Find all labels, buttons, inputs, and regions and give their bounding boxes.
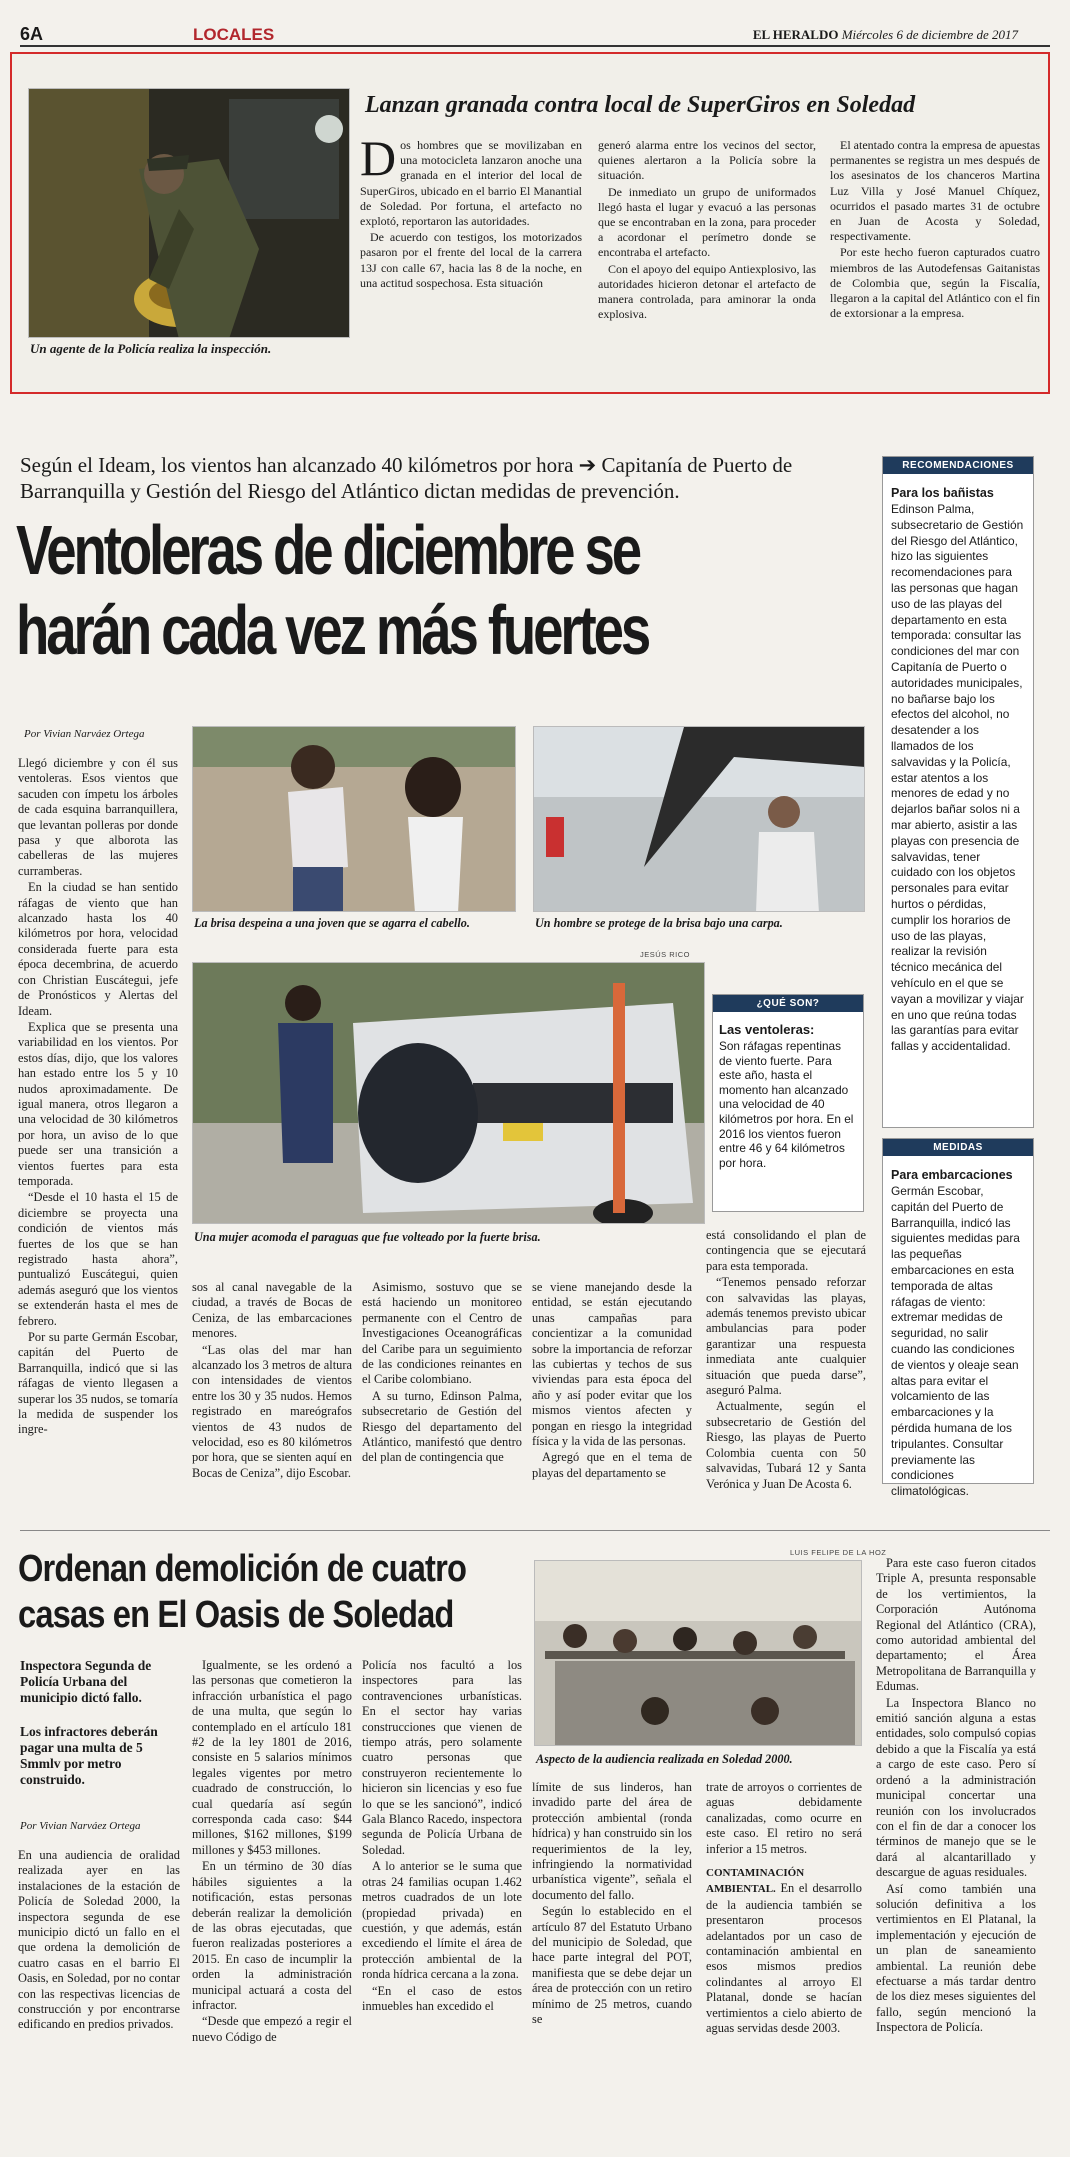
main-col2-p2: “Las olas del mar han alcanzado los 3 metros de altura con intensidades de vientos entre los 30 y 35 nudos. Hemos registrado en mareógrafos vientos de 43 nudos de velocidad, eso es 80 kilómetros por hora, que se sienten aquí en Bocas de Ceniza”, dijo Escobar. [192,1342,352,1480]
top-story-caption: Un agente de la Policía realiza la inspección. [30,341,272,356]
paper-title: EL HERALDO [752,27,839,42]
bottom-col-2 [192,1658,352,2046]
main-col4-p2: Agregó que en el tema de playas del departamento se [532,1450,692,1480]
page-number: 6A [20,24,44,44]
main-col-3 [362,1280,522,1467]
box-recomendaciones [882,456,1034,1128]
main-headline-line-2: harán cada vez más fuertes [16,591,649,669]
police-inspection-image [29,89,350,338]
bottom-byline: Por Vivian Narváez Ortega [20,1820,141,1832]
photo-man-tent [533,726,865,912]
bottom-col6-p1: Para este caso fueron citados Triple A, presunta responsable de los vertimientos, la Corporación Autónoma Regional del Atlántico (CRA), como autoridad ambiental del departamento; el Área Metropolitana de Barranquilla y Edumas. [876,1556,1036,1694]
main-headline-line-1: Ventoleras de diciembre se [16,511,639,589]
photo-credit-luis-felipe: LUIS FELIPE DE LA HOZ [790,1548,887,1557]
box-medidas-tag: MEDIDAS [883,1139,1033,1156]
bottom-col4-p1: límite de sus linderos, han invadido parte del área de protección ambiental (ronda hídrica) y han construido sin los requerimientos de la ley, infringiendo la normatividad urbanística vigente”, señala el documento del fallo. [532,1780,692,1902]
caption-audiencia: Aspecto de la audiencia realizada en Soledad 2000. [536,1752,793,1766]
top-story-col-1 [360,130,582,292]
audiencia-image [535,1561,862,1746]
bottom-col4-p2: Según lo establecido en el artículo 87 del Estatuto Urbano del municipio de Soledad, que hace parte integral del POT, manifiesta que se debe dejar un área de protección con un retiro mínimo de 25 metros, cuando se [532,1904,692,2027]
header-rule [20,45,1050,47]
main-col2-p1: sos al canal navegable de la ciudad, a través de Bocas de Ceniza, de las embarcaciones menores. [192,1280,352,1341]
drop-cap: D [360,130,397,186]
top-story-headline: Lanzan granada contra local de SuperGiros en Soledad [365,92,916,118]
bottom-col6-p2: La Inspectora Blanco no emitió sanción alguna a estas entidades, solo compulsó copias debido a que la Fiscalía ya está a cargo de este caso. Pero sí ordenó a la administración municipal concertar una reunión con los involucrados con el fin de dar a conocer los términos de manejo que se le dará al alcantarillado y descargue de aguas residuales. [876,1695,1036,1880]
bottom-col2-p1: Igualmente, se les ordenó a las personas que cometieron la infracción urbanística el pago de una multa, que según lo contemplado en el artículo 181 #2 de la ley 1801 de 2016, consiste en 5 salarios mínimos legales vigentes por metro cuadrado de construcción, lo cual quedaría así según corresponda cada caso: $44 millones, $162 millones, $199 millones y $453 millones. [192,1658,352,1857]
bottom-col-4 [532,1780,692,2029]
top-col2-p2: De inmediato un grupo de uniformados llegó hasta el lugar y evacuó a las personas que se encontraban en la zona, para proceder a acordonar el perímetro donde se encontraba el artefacto. [598,184,816,260]
main-kicker: Según el Ideam, los vientos han alcanzado 40 kilómetros por hora ➔ Capitanía de Puerto de Barranquilla y Gestión del Riesgo del Atlántico dictan medidas de prevención. [20,453,793,503]
top-story-col-2 [598,138,816,323]
top-col2-p1: generó alarma entre los vecinos del sector, quienes alertaron a la Policía sobre la situación. [598,138,816,183]
main-byline: Por Vivian Narváez Ortega [24,728,145,740]
main-col-5 [706,1228,866,1493]
top-col2-p3: Con el apoyo del equipo Antiexplosivo, las autoridades hicieron detonar el artefacto de manera controlada, para aminorar la onda explosiva. [598,261,816,322]
main-col3-p2: A su turno, Edinson Palma, subsecretario de Gestión del Riesgo del departamento del Atlántico, manifestó que dentro del plan de contingencia que [362,1388,522,1465]
top-col1-p2: De acuerdo con testigos, los motorizados pasaron por el frente del local de la carrera 13J con calle 67, hacia las 8 de la noche, en una actitud sospechosa. Esta situación [360,230,582,290]
main-col1-p4: “Desde el 10 hasta el 15 de diciembre se proyecta una condición de vientos más fuertes de los que se han registrado hasta ahora”, puntualizó Euscátegui, quien además aseguró que los vientos se extenderán hasta el mes de febrero. [18,1190,178,1328]
man-tent-image [534,727,865,912]
main-col-4 [532,1280,692,1482]
bottom-subhead-2: Los infractores deberán pagar una multa de 5 Smmlv por metro construido. [20,1724,158,1787]
main-col5-p3: Actualmente, según el subsecretario de Gestión del Riesgo, las playas de Puerto Colombia cuenta con 50 salvavidas, Tubará 12 y Santa Verónica y Juan De Acosta 6. [706,1399,866,1491]
bottom-col5-p1: trate de arroyos o corrientes de aguas debidamente canalizadas, como ocurre en este caso. El retiro no será inferior a 15 metros. [706,1780,862,1856]
bottom-col3-p1: Policía nos facultó a los inspectores para las contravenciones urbanísticas. En el sector hay varias construcciones que vienen de tiempo atrás, pero solamente cuatro personas que construyeron recientemente lo hicieron sin licencias y eso fue lo que se les sancionó”, indicó Gala Blanco Racedo, inspectora segunda de Policía Urbana de Soledad. [362,1658,522,1857]
main-col1-p2: En la ciudad se han sentido ráfagas de viento que han alcanzado hasta los 40 kilómetros por hora, velocidad considerada fuerte para esta época decembrina, de acuerdo con Christian Euscátegui, jefe de Pronósticos y Alertas del Ideam. [18,880,178,1018]
photo-woman-hair [192,726,516,912]
top-col3-p1: El atentado contra la empresa de apuestas permanentes se registra un mes después de los asesinatos de los chanceros Martina Luz Villa y José Manuel Chíquez, ocurridos el pasado martes 31 de octubre en Juan de Acosta y Soledad, respectivamente. [830,138,1040,244]
bottom-col5-p2: En el desarrollo de la audiencia también se presentaron procesos adelantados por un caso de contaminación ambiental en esos mismos predios colindantes al arroyo El Platanal, donde se hacían vertimientos a cielo abierto de aguas servidas desde 2003. [706,1881,862,2036]
box-recomendaciones-tag: RECOMENDACIONES [883,457,1033,474]
woman-hair-image [193,727,516,912]
top-story-col-3 [830,138,1040,322]
box-medidas-title: Para embarcaciones [891,1168,1013,1182]
box-medidas [882,1138,1034,1499]
bottom-col3-p3: “En el caso de estos inmuebles han excedido el [362,1983,522,2013]
newspaper-name [753,27,1018,43]
section-name: LOCALES [193,25,275,44]
photo-woman-umbrella [192,962,705,1224]
bottom-col5-subhead: CONTAMINACIÓN AMBIENTAL. [706,1867,805,1896]
box-recomendaciones-title: Para los bañistas [891,486,994,500]
bottom-story-rule [20,1530,1050,1531]
issue-date: Miércoles 6 de diciembre de 2017 [841,27,1018,42]
bottom-col2-p2: En un término de 30 días hábiles siguientes a la notificación, estas personas deberán realizar la demolición de las obras ejecutadas, que fueron realizadas posteriores a 2015. En caso de incumplir la orden la administración municipal actuará a costa del infractor. [192,1859,352,2012]
box-que-son-text: Son ráfagas repentinas de viento fuerte. Para este año, hasta el momento han alcanzado una velocidad de 40 kilómetros por hora. En el 2016 los vientos fueron entre 46 y 64 kilómetros por hora. [719,1039,854,1170]
box-que-son-tag: ¿QUÉ SON? [713,995,863,1012]
box-medidas-text: Germán Escobar, capitán del Puerto de Barranquilla, indicó las siguientes medidas para las pequeñas embarcaciones en esta temporada de altas ráfagas de viento: extremar medidas de seguridad, no salir cuando las condiciones de vientos y oleaje sean altas para evitar el volcamiento de las embarcaciones y la pérdida humana de los tripulantes. Consultar previamente las condiciones climatológicas. [891,1184,1020,1499]
caption-man-tent: Un hombre se protege de la brisa bajo una carpa. [535,916,783,930]
bottom-headline-line-1: Ordenan demolición de cuatro [18,1548,467,1590]
woman-umbrella-image [193,963,705,1224]
main-col1-p5: Por su parte Germán Escobar, capitán del Puerto de Barranquilla, indicó que si las ráfagas de viento llegasen a superar los 35 nudos, se tomaría la medida de suspender los ingre- [18,1330,178,1437]
main-col5-p2: “Tenemos pensado reforzar con salvavidas las playas, además tenemos previsto ubicar ambulancias para poder garantizar una respuesta inmediata ante cualquier situación que pueda darse”, aseguró Palma. [706,1275,866,1398]
bottom-col1-p1: En una audiencia de oralidad realizada ayer en las instalaciones de la estación de Policía de Soledad 2000, la inspectora segunda de ese municipio dictó un fallo en el que ordena la demolición de cuatro casas en el barrio El Oasis, en Soledad, por no contar con las respectivas licencias de construcción y por encontrarse edificando en predios privados. [18,1848,180,2032]
bottom-subhead-1: Inspectora Segunda de Policía Urbana del municipio dictó fallo. [20,1658,152,1705]
bottom-col6-p3: Así como también una solución definitiva a los vertimientos en El Platanal, la implementación y ejecución de un plan de saneamiento ambiental. La reunión debe efectuarse a más tardar dentro de los diez meses siguientes del fallo, según mencionó la Inspectora de Policía. [876,1881,1036,2035]
main-col5-p1: está consolidando el plan de contingencia que se ejecutará para esta temporada. [706,1228,866,1273]
top-col1-p1: os hombres que se movilizaban en una motocicleta lanzaron anoche una granada en el interior del local de SuperGiros, ubicado en el barrio El Manantial de Soledad. Por fortuna, el artefacto no explotó, reportaron las autoridades. [360,138,582,229]
photo-audiencia [534,1560,862,1746]
bottom-col-6 [876,1556,1036,2037]
main-col1-p1: Llegó diciembre y con él sus ventoleras. Esos vientos que sacuden con ímpetu los árboles de cada esquina barranquillera, que levantan polleras por donde pasa y que alborota las cabelleras de las mujeres curramberas. [18,756,178,878]
main-col4-p1: se viene manejando desde la entidad, se están ejecutando unas campañas para concientizar a la comunidad sobre la importancia de reforzar las cubiertas y techos de sus viviendas para esta época del año y así poder evitar que los mismos vientos afecten y pongan en riesgo la integridad física y la vida de las personas. [532,1280,692,1449]
bottom-col3-p2: A lo anterior se le suma que otras 24 familias ocupan 1.462 metros cuadrados de un lote (propiedad privada) en cuestión, y que además, están excediendo el límite el área de protección ambiental de la ronda hídrica cercana a la zona. [362,1859,522,1982]
main-col1-p3: Explica que se presenta una variabilidad en los vientos. Por estos días, dijo, que los valores han estado entre los 5 y 10 nudos aproximadamente. De igual manera, otros llegaron a una velocidad de 30 kilómetros por hora, un aviso de lo que puede ser una transición a vientos fuertes para esta temporada. [18,1019,178,1188]
box-que-son [712,994,864,1212]
bottom-col2-p3: “Desde que empezó a regir el nuevo Código de [192,2014,352,2044]
caption-woman-hair: La brisa despeina a una joven que se agarra el cabello. [194,916,470,930]
caption-woman-umbrella: Una mujer acomoda el paraguas que fue volteado por la fuerte brisa. [194,1230,541,1244]
bottom-col-3 [362,1658,522,2015]
bottom-col-5 [706,1780,862,2038]
main-col3-p1: Asimismo, sostuvo que se está haciendo un monitoreo permanente con el Centro de Investigaciones Oceanográficas del Caribe para un seguimiento de las condiciones reinantes en el Caribe colombiano. [362,1280,522,1387]
bottom-headline-line-2: casas en El Oasis de Soledad [18,1594,454,1636]
top-story-photo [28,88,350,338]
box-recomendaciones-text: Edinson Palma, subsecretario de Gestión del Riesgo del Atlántico, hizo las siguientes recomendaciones para las personas que hagan uso de las playas del departamento en esta temporada: consultar las condiciones del mar con Capitanía de Puerto o autoridades municipales, no bañarse bajo los efectos del alcohol, no desatender a los llamados de los salvavidas y la Policía, estar atentos a los menores de edad y no dejarlos bañar solos ni a mar abierto, asistir a las playas con presencia de salvavidas, tener cuidado con los objetos personales para evitar hurtos o pérdidas, cumplir los horarios de uso de las playas, realizar la revisión técnico mecánica del vehículo en el que se vayan a movilizar y viajar en uno que reúna todas las garantías para evitar fallas y accidentalidad. [891,502,1024,1054]
top-col3-p2: Por este hecho fueron capturados cuatro miembros de las Autodefensas Gaitanistas de Colombia que, según la Fiscalía, llegaron a la capital del Atlántico con el fin de extorsionar a la empresa. [830,245,1040,321]
photo-credit-jesus-rico: JESÚS RICO [640,950,691,959]
box-que-son-title: Las ventoleras: [719,1022,815,1037]
main-col-2 [192,1280,352,1482]
main-col-1 [18,756,178,1439]
bottom-col-1 [18,1848,180,2034]
